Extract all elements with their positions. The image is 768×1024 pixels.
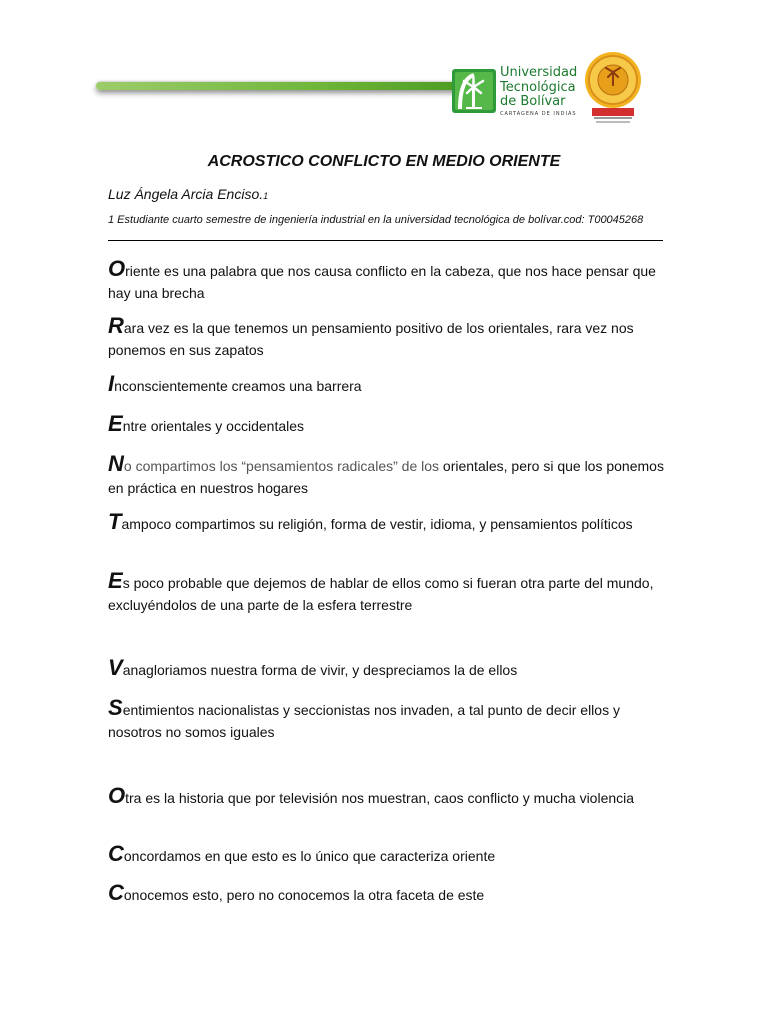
acrostic-line-o2: Otra es la historia que por televisión nos muestran, caos conflicto y mucha violencia bbox=[108, 783, 635, 808]
acrostic-line-o1: Oriente es una palabra que nos causa conflicto en la cabeza, que nos hace pensar que hay una brecha bbox=[108, 256, 656, 301]
acrostic-line-e2: Es poco probable que dejemos de hablar de ellos como si fueran otra parte del mundo, excluyéndolos de una parte de la esfera terrestre bbox=[108, 568, 654, 613]
acrostic-line-v: Vanagloriamos nuestra forma de vivir, y despreciamos la de ellos bbox=[108, 655, 518, 680]
author-line bbox=[108, 186, 268, 202]
author-note-mark: 1 bbox=[263, 191, 269, 201]
document-title: ACROSTICO CONFLICTO EN MEDIO ORIENTE bbox=[207, 153, 561, 170]
acrostic-line-e1: Entre orientales y occidentales bbox=[108, 411, 305, 436]
author-footnote: 1 Estudiante cuarto semestre de ingeniería industrial en la universidad tecnológica de bolívar.cod: T00045268 bbox=[108, 214, 644, 226]
acrostic-line-s: Sentimientos nacionalistas y seccionistas nos invaden, a tal punto de decir ellos y nosotros no somos iguales bbox=[108, 695, 620, 740]
acrostic-line-c1: Concordamos en que esto es lo único que caracteriza oriente bbox=[108, 841, 496, 866]
acrostic-line-c2: Conocemos esto, pero no conocemos la otra faceta de este bbox=[108, 880, 485, 905]
acrostic-line-n: No compartimos los “pensamientos radicales” de los orientales, pero si que los ponemos en práctica en nuestros hogares bbox=[108, 451, 664, 496]
university-logo bbox=[452, 66, 578, 120]
acrostic-line-t: Tampoco compartimos su religión, forma de vestir, idioma, y pensamientos políticos bbox=[108, 509, 633, 534]
acrostic-line-i: Inconscientemente creamos una barrera bbox=[108, 371, 362, 396]
university-city: CARTAGENA DE INDIAS bbox=[500, 111, 577, 117]
author-name: Luz Ángela Arcia Enciso. bbox=[108, 186, 264, 202]
palm-tree-icon bbox=[452, 69, 496, 113]
header-green-bar bbox=[96, 82, 468, 90]
accreditation-seal-icon bbox=[582, 50, 644, 126]
divider bbox=[108, 240, 663, 241]
acrostic-line-r: Rara vez es la que tenemos un pensamiento positivo de los orientales, rara vez nos ponemos en sus zapatos bbox=[108, 313, 634, 358]
university-name: Universidad Tecnológica de Bolívar bbox=[500, 65, 578, 109]
